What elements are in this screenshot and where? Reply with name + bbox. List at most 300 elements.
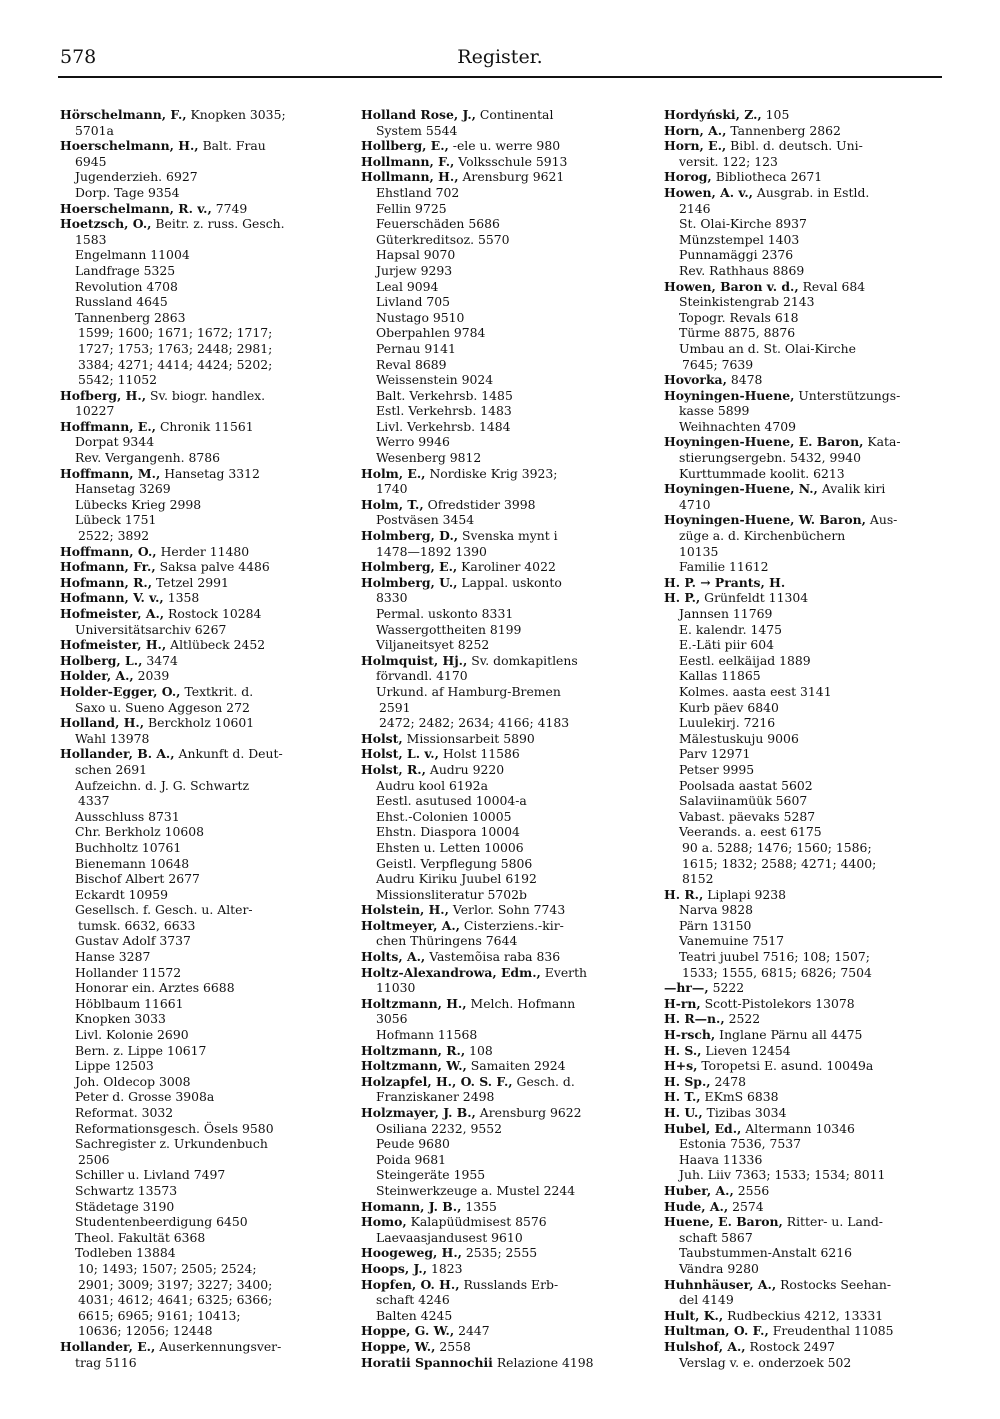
- reference-numbers: 2472; 2482; 2634; 4166; 4183: [379, 715, 570, 731]
- sub-entry: Narva 9828: [679, 902, 754, 918]
- sub-entry: Städetage 3190: [75, 1198, 175, 1214]
- entry-reference: Nordiske Krig 3923;: [425, 465, 558, 481]
- sub-entry: Honorar ein. Arztes 6688: [75, 980, 235, 996]
- entry-reference: Freudenthal 11085: [768, 1323, 894, 1339]
- sub-entry: Tannenberg 2863: [75, 309, 186, 325]
- sub-entry: Osiliana 2232, 9552: [376, 1120, 503, 1136]
- entry-reference: Lappal. uskonto: [457, 574, 562, 590]
- entry-author: Holmberg, E.,: [361, 559, 458, 575]
- sub-entry: Russland 4645: [75, 294, 168, 310]
- sub-entry: Aufzeichn. d. J. G. Schwartz: [75, 777, 249, 793]
- index-entry: [664, 1214, 942, 1230]
- sub-entry: Mälestuskuju 9006: [679, 730, 799, 746]
- entry-author: Holtzmann, R.,: [361, 1042, 466, 1058]
- entry-author: Horn, A.,: [664, 122, 727, 138]
- sub-entry: Hofmann 11568: [376, 1027, 478, 1043]
- sub-entry: Theol. Fakultät 6368: [75, 1229, 206, 1245]
- entry-continuation: trag 5116: [75, 1354, 137, 1370]
- entry-author: Holst,: [361, 730, 403, 746]
- sub-entry: Verslag v. e. onderzoek 502: [679, 1354, 852, 1370]
- entry-reference: Avalik kiri: [817, 481, 886, 497]
- sub-entry: Dorpat 9344: [75, 434, 155, 450]
- entry-continuation: Saxo u. Sueno Aggeson 272: [75, 699, 250, 715]
- entry-continuation: System 5544: [376, 122, 458, 138]
- sub-entry: Schiller u. Livland 7497: [75, 1167, 226, 1183]
- sub-entry: Pärn 13150: [679, 917, 752, 933]
- sub-entry: Estl. Verkehrsb. 1483: [376, 403, 512, 419]
- sub-entry: Haava 11336: [679, 1151, 763, 1167]
- reference-numbers: 10; 1493; 1507; 2505; 2524;: [78, 1260, 257, 1276]
- entry-reference: Knopken 3035;: [186, 107, 286, 122]
- index-entry: [664, 1074, 942, 1090]
- entry-reference: Arensburg 9622: [475, 1105, 582, 1120]
- entry-author: Holm, T.,: [361, 496, 424, 512]
- entry-author: Huhnhäuser, A.,: [664, 1276, 777, 1292]
- entry-author: Hoyningen-Huene,: [664, 387, 795, 403]
- index-entry: [361, 762, 637, 778]
- entry-reference: 1355: [461, 1198, 497, 1214]
- entry-author: Hofmeister, A.,: [60, 606, 165, 621]
- entry-reference: 7749: [211, 200, 248, 216]
- entry-reference: Samaiten 2924: [466, 1058, 566, 1074]
- sub-entry: Vanemuine 7517: [679, 933, 784, 949]
- entry-reference: 2574: [728, 1198, 764, 1214]
- entry-author: Holder-Egger, O.,: [60, 683, 181, 699]
- sub-entry: Studentenbeerdigung 6450: [75, 1214, 248, 1230]
- sub-entry: Urkund. af Hamburg-Bremen: [376, 683, 561, 699]
- entry-continuation: 2146: [679, 200, 711, 216]
- sub-entry: Jannsen 11769: [679, 606, 773, 621]
- index-entry: [361, 497, 637, 513]
- entry-author: Hoffmann, M.,: [60, 465, 161, 481]
- running-title: Register.: [457, 46, 543, 68]
- index-entry: [361, 1323, 637, 1339]
- entry-author: Holmberg, D.,: [361, 528, 459, 544]
- entry-reference: Karoliner 4022: [457, 559, 556, 575]
- index-entry: [60, 590, 336, 606]
- entry-continuation: del 4149: [679, 1292, 734, 1308]
- sub-entry: Rev. Vergangenh. 8786: [75, 450, 221, 466]
- index-entry: [60, 138, 336, 154]
- entry-continuation: schaft 5867: [679, 1229, 753, 1245]
- index-entry: [664, 1089, 942, 1105]
- index-column-3: [664, 107, 942, 1370]
- index-entry: [361, 466, 637, 482]
- sub-entry: 1533; 1555, 6815; 6826; 7504: [682, 964, 872, 980]
- entry-reference: EKmS 6838: [700, 1089, 779, 1105]
- entry-author: Hofmann, R.,: [60, 574, 153, 590]
- sub-entry: Landfrage 5325: [75, 262, 176, 278]
- sub-entry: 2506: [78, 1151, 110, 1167]
- reference-numbers: 1615; 1832; 2588; 4271; 4400;: [682, 855, 877, 871]
- sub-entry: Bern. z. Lippe 10617: [75, 1042, 207, 1058]
- entry-continuation: Universitätsarchiv 6267: [75, 621, 227, 637]
- index-entry: [361, 1339, 637, 1355]
- entry-author: Horog,: [664, 169, 712, 185]
- entry-reference: 2478: [710, 1073, 747, 1089]
- sub-entry: Salaviinamüük 5607: [679, 793, 808, 809]
- sub-entry: Buchholtz 10761: [75, 839, 182, 855]
- entry-author: Holstein, H.,: [361, 902, 449, 918]
- sub-entry: Gesellsch. f. Gesch. u. Alter-: [75, 902, 253, 918]
- entry-author: Holtzmann, W.,: [361, 1058, 467, 1074]
- sub-entry: Vabast. päevaks 5287: [679, 808, 816, 824]
- sub-entry: Vändra 9280: [679, 1260, 759, 1276]
- index-entry: [664, 1277, 942, 1293]
- entry-reference: 2039: [133, 668, 170, 684]
- entry-continuation: Franziskaner 2498: [376, 1089, 495, 1105]
- entry-reference: Tetzel 2991: [152, 574, 229, 590]
- sub-entry: Bienemann 10648: [75, 855, 190, 871]
- entry-reference: Ritter- u. Land-: [782, 1214, 883, 1230]
- entry-author: Hoyningen-Huene, N.,: [664, 481, 818, 497]
- sub-entry: Schwartz 13573: [75, 1182, 178, 1198]
- sub-entry: Estonia 7536, 7537: [679, 1136, 802, 1152]
- entry-author: Holland Rose, J.,: [361, 107, 476, 122]
- entry-author: H. S.,: [664, 1042, 702, 1058]
- entry-reference: 2522: [724, 1011, 761, 1027]
- entry-author: Hude, A.,: [664, 1198, 729, 1214]
- sub-entry: E. kalendr. 1475: [679, 621, 782, 637]
- index-entry: [60, 746, 336, 762]
- entry-reference: Inglane Pärnu all 4475: [715, 1027, 863, 1043]
- reference-numbers: 2901; 3009; 3197; 3227; 3400;: [78, 1276, 273, 1292]
- entry-author: Hoops, J.,: [361, 1260, 428, 1276]
- entry-continuation: 10135: [679, 543, 719, 559]
- sub-entry: Weissenstein 9024: [376, 372, 494, 388]
- sub-entry: Livland 705: [376, 294, 451, 310]
- sub-entry: Joh. Oldecop 3008: [75, 1073, 191, 1089]
- entry-reference: Arensburg 9621: [458, 169, 565, 185]
- entry-reference: Kalapüüdmisest 8576: [406, 1214, 547, 1230]
- index-entry: [664, 1323, 942, 1339]
- sub-entry: Geistl. Verpflegung 5806: [376, 855, 533, 871]
- entry-author: Hoffmann, O.,: [60, 543, 157, 559]
- entry-reference: 2447: [454, 1323, 490, 1339]
- entry-reference: Russlands Erb-: [459, 1276, 559, 1292]
- index-entry: [664, 279, 942, 295]
- entry-author: Howen, Baron v. d.,: [664, 278, 799, 294]
- sub-entry: Hollander 11572: [75, 964, 182, 980]
- entry-continuation: versit. 122; 123: [679, 153, 778, 169]
- index-entry: [60, 419, 336, 435]
- entry-reference: 105: [761, 107, 790, 122]
- entry-reference: Beitr. z. russ. Gesch.: [151, 216, 285, 232]
- index-column-1: [60, 107, 336, 1370]
- index-entry: [664, 1058, 942, 1074]
- entry-reference: Kata-: [863, 434, 901, 450]
- sub-entry: Nustago 9510: [376, 309, 465, 325]
- index-entry: [361, 1355, 637, 1371]
- entry-reference: Verlor. Sohn 7743: [448, 902, 566, 918]
- entry-author: Holtmeyer, A.,: [361, 917, 460, 933]
- sub-entry: Steingeräte 1955: [376, 1167, 486, 1183]
- entry-author: Hoerschelmann, H.,: [60, 138, 199, 154]
- index-entry: [664, 996, 942, 1012]
- reference-numbers: 3384; 4271; 4414; 4424; 5202;: [78, 356, 273, 372]
- entry-reference: Gesch. d.: [512, 1073, 575, 1089]
- entry-continuation: 1740: [376, 481, 408, 497]
- sub-entry: Kallas 11865: [679, 668, 761, 684]
- entry-author: Hoyningen-Huene, W. Baron,: [664, 512, 866, 528]
- entry-reference: Grünfeldt 11304: [700, 590, 809, 606]
- index-entry: [361, 731, 637, 747]
- entry-author: Hordyński, Z.,: [664, 107, 762, 122]
- sub-entry: 2591: [379, 699, 411, 715]
- sub-entry: Ehsten u. Letten 10006: [376, 839, 524, 855]
- index-entry: [361, 1261, 637, 1277]
- entry-reference: Bibl. d. deutsch. Uni-: [726, 138, 863, 154]
- index-entry: [361, 949, 637, 965]
- sub-entry: Jurjew 9293: [376, 262, 453, 278]
- index-entry: [361, 1058, 637, 1074]
- sub-entry: Topogr. Revals 618: [679, 309, 799, 325]
- entry-reference: Rostocks Seehan-: [776, 1276, 892, 1292]
- entry-reference: Textkrit. d.: [180, 683, 254, 699]
- entry-author: Holm, E.,: [361, 465, 426, 481]
- sub-entry: Hapsal 9070: [376, 247, 456, 263]
- sub-entry: Poolsada aastat 5602: [679, 777, 813, 793]
- index-entry: [664, 590, 942, 606]
- index-entry: [664, 1105, 942, 1121]
- sub-entry: Peude 9680: [376, 1136, 450, 1152]
- index-entry: [664, 1011, 942, 1027]
- entry-author: Hoppe, W.,: [361, 1338, 436, 1354]
- page-header: [60, 46, 940, 74]
- index-entry: [361, 154, 637, 170]
- entry-author: Hollberg, E.,: [361, 138, 449, 154]
- index-entry: [361, 1277, 637, 1293]
- entry-author: Holberg, L.,: [60, 652, 143, 668]
- entry-author: Hult, K.,: [664, 1307, 724, 1323]
- entry-author: H+s,: [664, 1058, 698, 1074]
- sub-entry: Kolmes. aasta eest 3141: [679, 683, 832, 699]
- entry-reference: Berckholz 10601: [144, 715, 255, 731]
- index-entry: [60, 653, 336, 669]
- entry-reference: Tizibas 3034: [702, 1105, 787, 1120]
- index-entry: [361, 918, 637, 934]
- entry-continuation: 3056: [376, 1011, 408, 1027]
- sub-entry: Familie 11612: [679, 559, 769, 575]
- entry-reference: 2556: [733, 1182, 770, 1198]
- index-entry: [60, 1339, 336, 1355]
- index-entry: [664, 372, 942, 388]
- sub-entry: Dorp. Tage 9354: [75, 184, 180, 200]
- entry-author: Huene, E. Baron,: [664, 1214, 783, 1230]
- entry-continuation: 10227: [75, 403, 115, 419]
- entry-author: Hultman, O. F.,: [664, 1323, 769, 1339]
- entry-author: H-rsch,: [664, 1027, 716, 1043]
- sub-entry: Eckardt 10959: [75, 886, 169, 902]
- index-entry: [664, 1043, 942, 1059]
- entry-author: Holzapfel, H., O. S. F.,: [361, 1073, 513, 1089]
- index-entry: [361, 996, 637, 1012]
- sub-entry: Chr. Berkholz 10608: [75, 824, 205, 840]
- entry-continuation: Laevaasjandusest 9610: [376, 1229, 523, 1245]
- entry-author: H. U.,: [664, 1105, 703, 1120]
- reference-numbers: 2522; 3892: [78, 528, 150, 544]
- sub-entry: Audru kool 6192a: [376, 777, 488, 793]
- index-entry: [361, 1043, 637, 1059]
- index-entry: [60, 606, 336, 622]
- sub-entry: Münzstempel 1403: [679, 231, 800, 247]
- entry-reference: 1358: [163, 590, 200, 606]
- entry-author: H. T.,: [664, 1089, 701, 1105]
- sub-entry: Rev. Rathhaus 8869: [679, 262, 805, 278]
- index-entry: [664, 575, 942, 591]
- entry-reference: 2535; 2555: [461, 1245, 538, 1261]
- entry-author: Hofberg, H.,: [60, 387, 147, 403]
- entry-author: Hörschelmann, F.,: [60, 107, 187, 122]
- entry-reference: Aus-: [865, 512, 898, 528]
- entry-author: Hollmann, H.,: [361, 169, 459, 185]
- entry-author: H. R.,: [664, 886, 704, 902]
- entry-reference: Saksa palve 4486: [155, 559, 270, 575]
- sub-entry: Jugenderzieh. 6927: [75, 169, 198, 185]
- sub-entry: Gustav Adolf 3737: [75, 933, 191, 949]
- sub-entry: Pernau 9141: [376, 340, 456, 356]
- sub-entry: Umbau an d. St. Olai-Kirche: [679, 340, 856, 356]
- entry-continuation: schen 2691: [75, 761, 148, 777]
- sub-entry: Eestl. eelkäijad 1889: [679, 652, 811, 668]
- index-entry: [60, 637, 336, 653]
- index-entry: [60, 107, 336, 123]
- entry-author: Holst, L. v.,: [361, 746, 439, 762]
- index-column-2: [361, 107, 637, 1370]
- entry-author: Howen, A. v.,: [664, 184, 753, 200]
- index-entry: [60, 668, 336, 684]
- reference-numbers: 4031; 4612; 4641; 6325; 6366;: [78, 1292, 273, 1308]
- sub-entry: Ehstn. Diaspora 10004: [376, 824, 520, 840]
- sub-entry: 7645; 7639: [682, 356, 754, 372]
- entry-reference: Rudbeckius 4212, 13331: [723, 1307, 884, 1323]
- entry-author: Holzmayer, J. B.,: [361, 1105, 476, 1120]
- index-entry: [361, 1074, 637, 1090]
- index-entry: [664, 185, 942, 201]
- sub-entry: Punnamäggi 2376: [679, 247, 794, 263]
- reference-numbers: 1727; 1753; 1763; 2448; 2981;: [78, 340, 273, 356]
- index-entry: [361, 1214, 637, 1230]
- entry-author: H. P. → Prants, H.: [664, 574, 786, 590]
- sub-entry: Sachregister z. Urkundenbuch: [75, 1136, 268, 1152]
- entry-reference: Bibliotheca 2671: [711, 169, 823, 185]
- page-number: 578: [60, 46, 97, 68]
- index-entry: [664, 1183, 942, 1199]
- sub-entry: Bischof Albert 2677: [75, 871, 200, 887]
- entry-author: H. P.,: [664, 590, 701, 606]
- index-entry: [664, 1027, 942, 1043]
- sub-entry: Kurttummade koolit. 6213: [679, 465, 845, 481]
- sub-entry: Steinwerkzeuge a. Mustel 2244: [376, 1182, 576, 1198]
- index-entry: [664, 1199, 942, 1215]
- entry-author: Huber, A.,: [664, 1182, 734, 1198]
- sub-entry: Oberpahlen 9784: [376, 325, 486, 341]
- sub-entry: Kurb päev 6840: [679, 699, 779, 715]
- sub-entry: Peter d. Grosse 3908a: [75, 1089, 215, 1105]
- entry-author: Holst, R.,: [361, 761, 426, 777]
- sub-entry: Taubstummen-Anstalt 6216: [679, 1245, 852, 1261]
- index-entry: [361, 902, 637, 918]
- sub-entry: Knopken 3033: [75, 1011, 166, 1027]
- sub-entry: Veerands. a. eest 6175: [679, 824, 822, 840]
- sub-entry: Lippe 12503: [75, 1058, 154, 1074]
- entry-author: Hubel, Ed.,: [664, 1120, 742, 1136]
- sub-entry: Audru Kiriku Juubel 6192: [376, 871, 537, 887]
- index-entry: [60, 216, 336, 232]
- entry-author: Hoerschelmann, R. v.,: [60, 200, 212, 216]
- sub-entry: Petser 9995: [679, 761, 755, 777]
- index-entry: [361, 169, 637, 185]
- sub-entry: Todleben 13884: [75, 1245, 176, 1261]
- sub-entry: Luulekirj. 7216: [679, 715, 776, 731]
- entry-reference: Liplapi 9238: [703, 886, 787, 902]
- sub-entry: Eestl. asutused 10004-a: [376, 793, 527, 809]
- reference-numbers: 8152: [682, 871, 714, 887]
- sub-entry: Engelmann 11004: [75, 247, 190, 263]
- entry-continuation: Postväsen 3454: [376, 512, 475, 528]
- entry-reference: Ofredstider 3998: [423, 496, 536, 512]
- entry-reference: Everth: [540, 964, 588, 980]
- sub-entry: Balten 4245: [376, 1307, 453, 1323]
- entry-reference: Lieven 12454: [701, 1042, 791, 1058]
- entry-reference: Unterstützungs-: [794, 387, 901, 403]
- sub-entry: E.-Läti piir 604: [679, 637, 775, 653]
- sub-entry: Permal. uskonto 8331: [376, 606, 514, 621]
- index-entry: [361, 1245, 637, 1261]
- entry-reference: Svenska mynt i: [458, 528, 558, 544]
- entry-continuation: kasse 5899: [679, 403, 750, 419]
- entry-author: Holmquist, Hj.,: [361, 652, 468, 668]
- sub-entry: Weihnachten 4709: [679, 418, 797, 434]
- index-entry: [664, 169, 942, 185]
- index-entry: [664, 138, 942, 154]
- index-entry: [664, 1339, 942, 1355]
- index-entry: [664, 887, 942, 903]
- entry-reference: 8478: [726, 372, 763, 388]
- sub-entry: St. Olai-Kirche 8937: [679, 216, 807, 232]
- entry-reference: Auserkennungsver-: [155, 1338, 282, 1354]
- index-entry: [664, 388, 942, 404]
- entry-reference: Missionsarbeit 5890: [402, 730, 535, 746]
- entry-reference: Reval 684: [798, 278, 866, 294]
- entry-reference: Melch. Hofmann: [466, 995, 576, 1011]
- sub-entry: Reformat. 3032: [75, 1105, 174, 1120]
- sub-entry: Lübeck 1751: [75, 512, 157, 528]
- entry-author: Hofmann, V. v.,: [60, 590, 164, 606]
- sub-entry: Balt. Verkehrsb. 1485: [376, 387, 513, 403]
- sub-entry: Wesenberg 9812: [376, 450, 482, 466]
- entry-author: Hulshof, A.,: [664, 1338, 746, 1354]
- entry-author: Hofmeister, H.,: [60, 637, 167, 653]
- entry-continuation: 11030: [376, 980, 416, 996]
- entry-reference: Continental: [475, 107, 554, 122]
- entry-continuation: schaft 4246: [376, 1292, 450, 1308]
- sub-entry: Leal 9094: [376, 278, 439, 294]
- sub-entry: Reformationsgesch. Ösels 9580: [75, 1120, 274, 1136]
- index-entry: [361, 965, 637, 981]
- sub-entry: Teatri juubel 7516; 108; 1507;: [679, 949, 870, 965]
- index-entry: [664, 434, 942, 450]
- index-entry: [361, 1105, 637, 1121]
- sub-entry: Höblbaum 11661: [75, 995, 184, 1011]
- entry-reference: Cisterziens.-kir-: [459, 917, 564, 933]
- entry-reference: 2558: [435, 1338, 471, 1354]
- entry-author: Holts, A.,: [361, 949, 426, 965]
- index-entry: [60, 684, 336, 700]
- sub-entry: Parv 12971: [679, 746, 751, 762]
- entry-continuation: stierungsergebn. 5432, 9940: [679, 450, 862, 466]
- index-entry: [664, 980, 942, 996]
